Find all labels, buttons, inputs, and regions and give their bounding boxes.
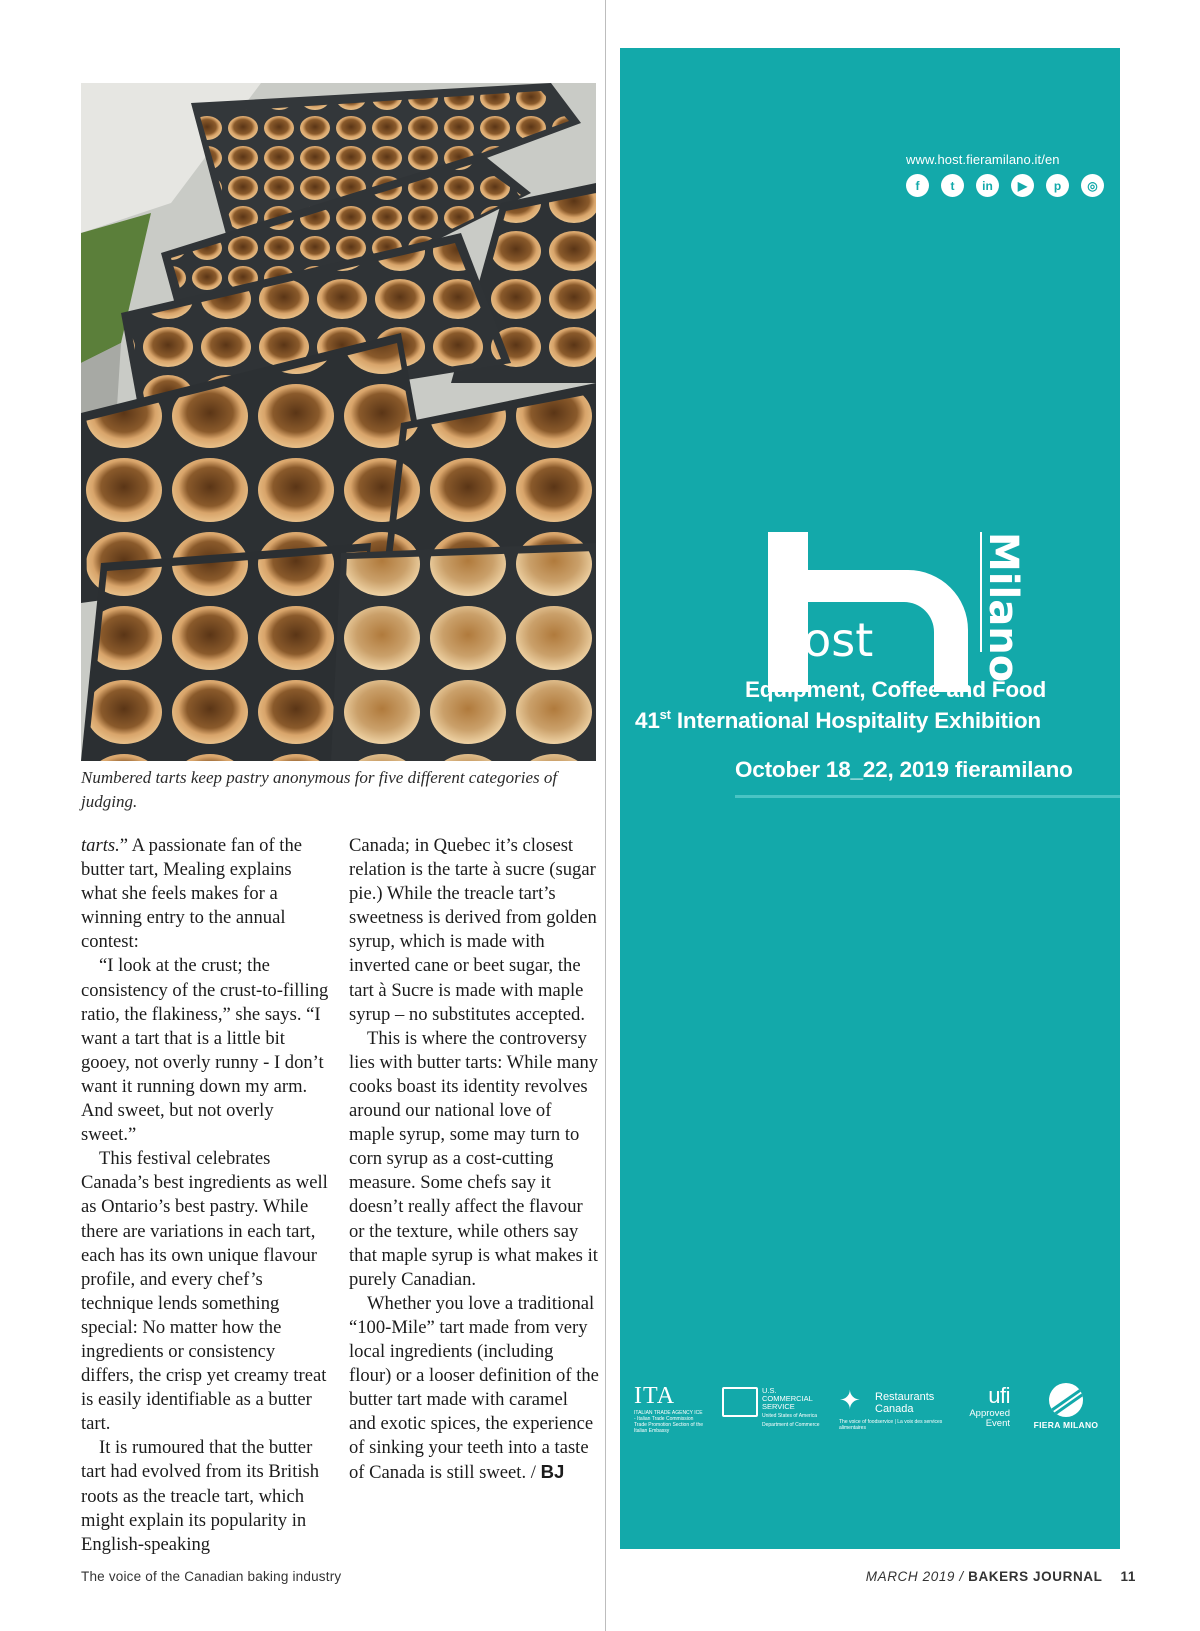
article-column-right bbox=[349, 834, 599, 1486]
footer-tagline: The voice of the Canadian baking industry bbox=[81, 1569, 342, 1584]
linkedin-icon[interactable]: in bbox=[976, 174, 999, 197]
fiera-milano-logo bbox=[1030, 1383, 1102, 1430]
ufi-event-text: Event bbox=[985, 1418, 1010, 1429]
rc-logo-tagline: The voice of foodservice | La voix des services alimentaires bbox=[839, 1419, 943, 1431]
paragraph: It is rumoured that the butter tart had evolved from its British roots as the treacle tart, which might explain its popularity in English-speaking bbox=[81, 1437, 320, 1555]
advert-subheadline bbox=[635, 707, 1041, 734]
ufi-logo-text: ufi bbox=[988, 1383, 1010, 1408]
ita-logo bbox=[634, 1383, 704, 1434]
facebook-icon[interactable]: f bbox=[906, 174, 929, 197]
ufi-approved-event-logo bbox=[954, 1383, 1010, 1429]
quote-end-italic: tarts. bbox=[81, 835, 120, 856]
signoff-initials: BJ bbox=[540, 1461, 565, 1483]
edition-text: International Hospitality Exhibition bbox=[670, 708, 1041, 733]
paragraph-text: ” A passionate fan of the butter tart, Mealing explains what she feels makes for a winning entry to the annual contest: bbox=[81, 835, 303, 953]
partner-logos bbox=[634, 1383, 1114, 1443]
paragraph: This is where the controversy lies with butter tarts: While many cooks boast its identity revolves around our national love of maple syrup, some may turn to corn syrup as a cost-cutting measure. Some chefs say it doesn’t really affect the flavour or the texture, while others say that maple syrup is what makes it purely Canadian. bbox=[349, 1027, 599, 1290]
pinterest-icon[interactable]: p bbox=[1046, 174, 1069, 197]
social-icons bbox=[906, 174, 1104, 197]
advert-url-link[interactable]: www.host.fieramilano.it/en bbox=[906, 152, 1060, 167]
ita-logo-text: ITA bbox=[634, 1383, 676, 1409]
advert-divider bbox=[735, 795, 1120, 798]
photo-caption: Numbered tarts keep pastry anonymous for five different categories of judging. bbox=[81, 768, 558, 811]
advert-headline: Equipment, Coffee and Food bbox=[744, 677, 1046, 702]
uscs-logo-text: U.S. COMMERCIAL SERVICE United States of America Department of Commerce bbox=[762, 1386, 820, 1428]
ita-logo-subtext: ITALIAN TRADE AGENCY ICE - Italian Trade Commission Trade Promotion Section of the Italian Embassy bbox=[634, 1410, 704, 1434]
footer-publication: BAKERS JOURNAL bbox=[968, 1569, 1103, 1584]
logo-city: Milano bbox=[980, 532, 1026, 683]
flag-icon bbox=[722, 1387, 758, 1417]
edition-suffix: st bbox=[659, 707, 671, 722]
fiera-milano-text: FIERA MILANO bbox=[1033, 1420, 1099, 1430]
rc-logo-text: Restaurants Canada bbox=[875, 1391, 935, 1415]
paragraph: Canada; in Quebec it’s closest relation is the tarte à sucre (sugar pie.) While the treacle tart’s sweetness is derived from golden syrup, which is made with inverted cane or beet sugar, the tart à Sucre is made with maple syrup – no substitutes accepted. bbox=[349, 835, 597, 1025]
paragraph: This festival celebrates Canada’s best ingredients as well as Ontario’s best pastry. While there are variations in each tart, each has its own unique flavour profile, and every chef’s technique lends something special: No matter how the ingredients or consistency differs, the crisp yet creamy treat is easily identifiable as a butter tart. bbox=[81, 1148, 328, 1435]
footer-separator: / bbox=[955, 1569, 969, 1584]
maple-leaf-icon: ✦ bbox=[839, 1385, 861, 1415]
host-milano-advert[interactable] bbox=[620, 48, 1120, 1549]
paragraph bbox=[81, 834, 331, 954]
logo-word: host bbox=[774, 613, 874, 667]
footer-issue: MARCH 2019 bbox=[865, 1569, 956, 1584]
edition-number: 41 bbox=[635, 708, 660, 733]
fiera-milano-disc-icon bbox=[1049, 1383, 1083, 1417]
footer-folio bbox=[866, 1569, 1136, 1584]
paragraph-text: Whether you love a traditional “100-Mile” tart made from very local ingredients (including flour) or a looser definition of the butter tart made with caramel and exotic spices, the experience of sinking your teeth into a taste of Canada is still sweet. bbox=[349, 1292, 599, 1484]
page-number: 11 bbox=[1120, 1569, 1136, 1584]
paragraph: “I look at the crust; the consistency of the crust-to-filling ratio, the flakiness,” she says. “I want a tart that is a little bit gooey, not overly runny - I don’t want it running down my arm. And sweet, but not overly sweet.” bbox=[81, 955, 329, 1146]
butter-tarts-photo bbox=[81, 83, 596, 761]
youtube-icon[interactable]: ▶ bbox=[1011, 174, 1034, 197]
ufi-approved-text: Approved bbox=[969, 1408, 1010, 1419]
signoff-slash: / bbox=[526, 1462, 541, 1484]
page-gutter-rule bbox=[605, 0, 606, 1631]
article-column-left bbox=[81, 834, 331, 1557]
advert-date: October 18_22, 2019 fieramilano bbox=[735, 757, 1073, 782]
instagram-icon[interactable]: ◎ bbox=[1081, 174, 1104, 197]
paragraph bbox=[349, 1292, 599, 1486]
twitter-icon[interactable]: t bbox=[941, 174, 964, 197]
